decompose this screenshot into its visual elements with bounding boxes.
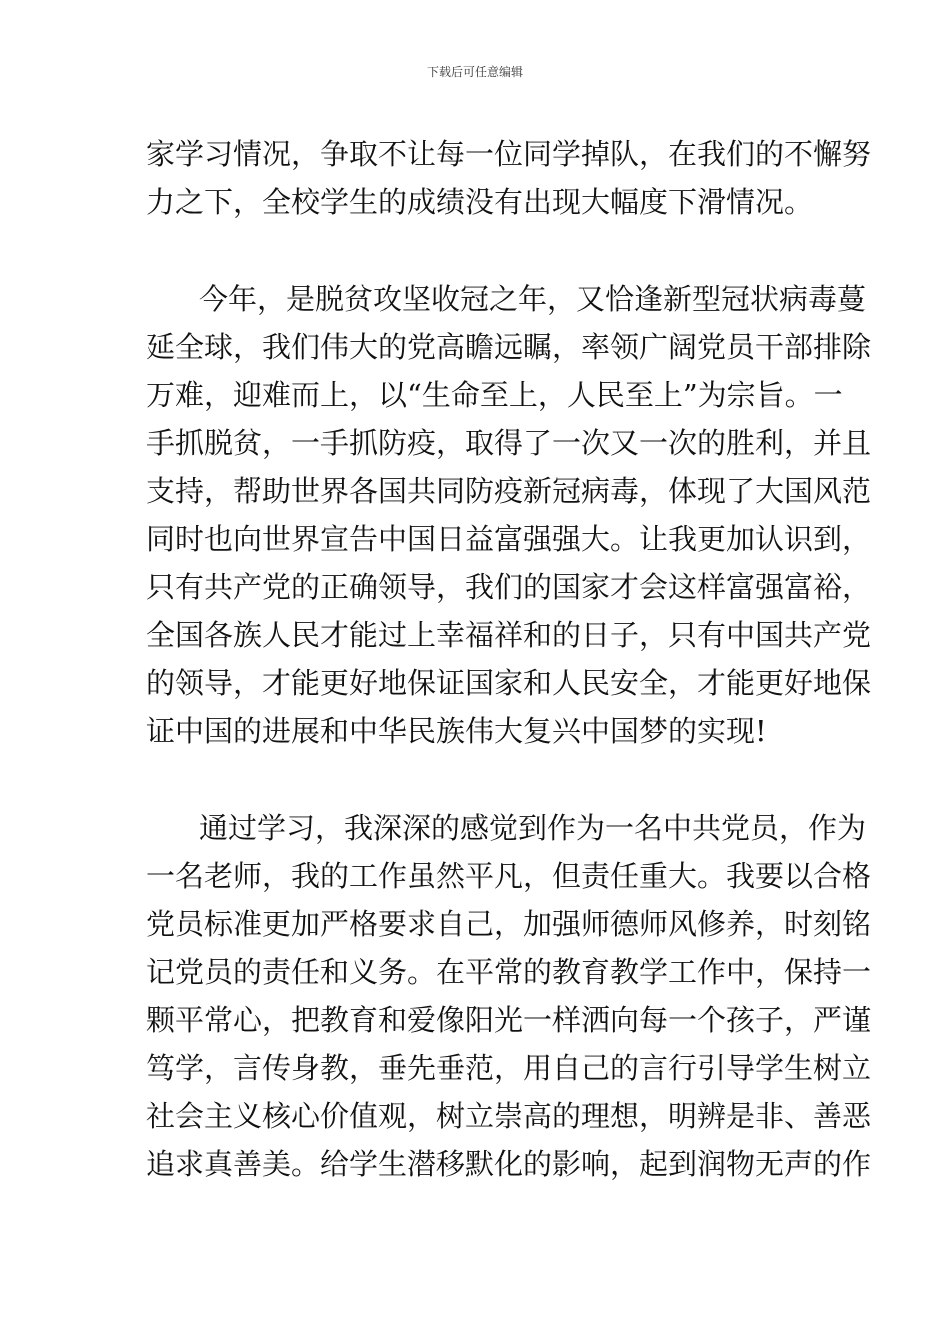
text-line: 的领导，才能更好地保证国家和人民安全，才能更好地保: [146, 666, 872, 700]
text-line: 证中国的进展和中华民族伟大复兴中国梦的实现!: [146, 714, 767, 748]
paragraph: [146, 804, 872, 1188]
text-line: 万难，迎难而上，以“生命至上，人民至上”为宗旨。一: [146, 378, 843, 412]
document-body: [146, 130, 872, 1188]
paragraph: [146, 275, 872, 755]
text-line: 笃学，言传身教，垂先垂范，用自己的言行引导学生树立: [146, 1051, 872, 1085]
text-line: 社会主义核心价值观，树立崇高的理想，明辨是非、善恶: [146, 1099, 872, 1133]
text-line: 全国各族人民才能过上幸福祥和的日子，只有中国共产党: [146, 618, 872, 652]
text-line: 力之下，全校学生的成绩没有出现大幅度下滑情况。: [146, 185, 814, 219]
text-line: 颗平常心，把教育和爱像阳光一样洒向每一个孩子，严谨: [146, 1003, 872, 1037]
text-line: 今年，是脱贫攻坚收冠之年，又恰逢新型冠状病毒蔓: [199, 282, 867, 316]
text-line: 通过学习，我深深的感觉到作为一名中共党员，作为: [199, 811, 867, 845]
text-line: 一名老师，我的工作虽然平凡，但责任重大。我要以合格: [146, 859, 872, 893]
text-line: 记党员的责任和义务。在平常的教育教学工作中，保持一: [146, 955, 872, 989]
text-line: 追求真善美。给学生潜移默化的影响，起到润物无声的作: [146, 1147, 872, 1181]
text-line: 手抓脱贫，一手抓防疫，取得了一次又一次的胜利，并且: [146, 426, 872, 460]
paragraph: [146, 130, 872, 226]
text-line: 只有共产党的正确领导，我们的国家才会这样富强富裕，: [146, 570, 872, 604]
text-line: 延全球，我们伟大的党高瞻远瞩，率领广阔党员干部排除: [146, 330, 872, 364]
page-header: 下载后可任意编辑: [426, 65, 523, 79]
text-line: 家学习情况，争取不让每一位同学掉队，在我们的不懈努: [146, 137, 872, 171]
text-line: 同时也向世界宣告中国日益富强强大。让我更加认识到，: [146, 522, 872, 556]
text-line: 党员标准更加严格要求自己，加强师德师风修养，时刻铭: [146, 907, 872, 941]
text-line: 支持，帮助世界各国共同防疫新冠病毒，体现了大国风范: [146, 474, 872, 508]
